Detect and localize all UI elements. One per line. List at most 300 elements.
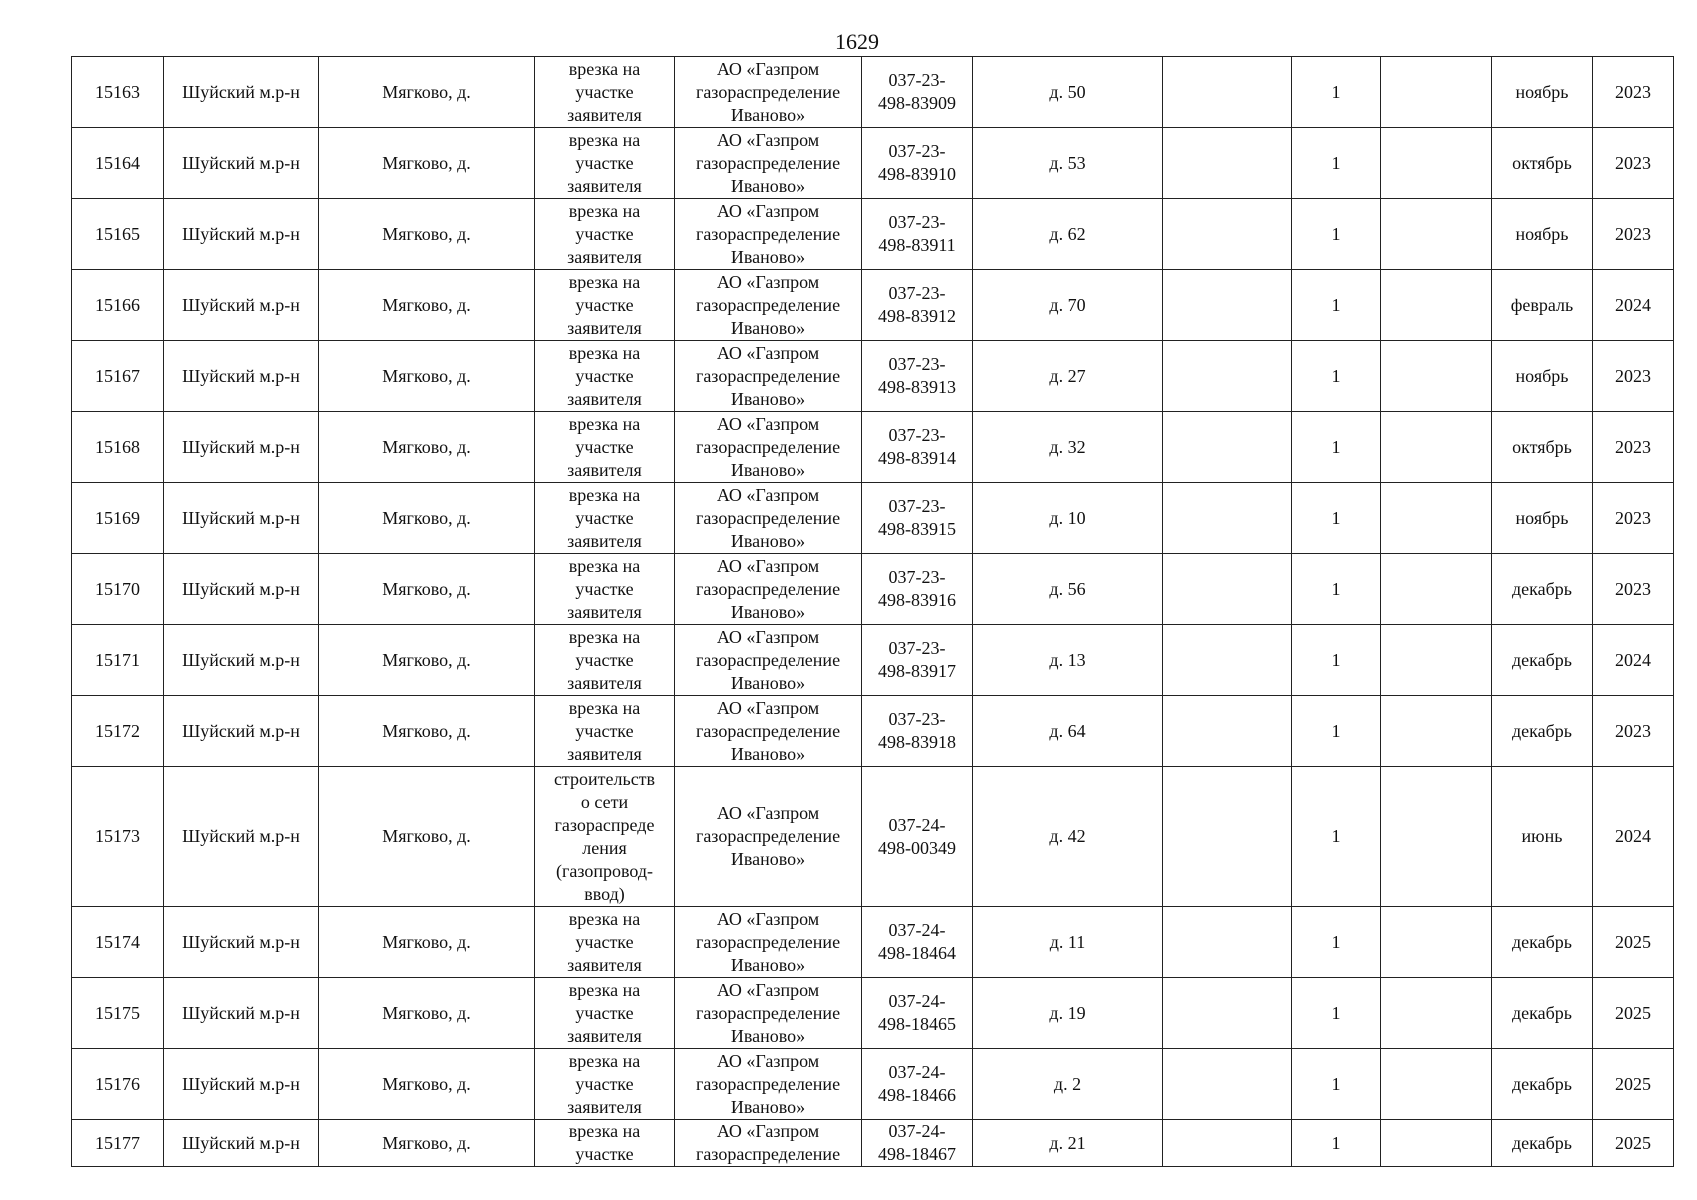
cell-house-text: д. 11	[1049, 931, 1086, 952]
cell-house-text: д. 56	[1049, 578, 1086, 599]
cell-month-text: ноябрь	[1515, 507, 1569, 528]
cell-contract-number-line: 037-23-	[888, 212, 946, 232]
cell-contract-number-line: 498-18465	[878, 1014, 956, 1034]
cell-work-type-line: участке	[575, 1073, 634, 1094]
cell-contract-number-line: 498-83914	[878, 448, 956, 468]
cell-house-text: д. 53	[1049, 152, 1086, 173]
cell-organization-line: Иваново»	[730, 743, 806, 764]
cell-house-text: д. 64	[1049, 720, 1086, 741]
cell-year-text: 2023	[1615, 365, 1651, 386]
cell-quantity	[1292, 978, 1381, 1049]
cell-number-text: 15165	[95, 223, 140, 244]
cell-house	[973, 907, 1163, 978]
cell-organization-line: газораспределение	[695, 1144, 841, 1164]
cell-number	[72, 270, 164, 341]
cell-month	[1492, 978, 1593, 1049]
cell-contract-number-line: 037-24-	[888, 920, 946, 940]
cell-organization	[675, 1049, 862, 1120]
cell-work-type-line: строительств	[553, 768, 656, 789]
cell-contract-number-line: 498-83918	[878, 732, 956, 752]
cell-quantity-text: 1	[1331, 1132, 1341, 1153]
cell-contract-number	[862, 1049, 973, 1120]
cell-house	[973, 57, 1163, 128]
cell-settlement-text: Мягково, д.	[382, 1132, 471, 1153]
cell-work-type	[535, 978, 675, 1049]
cell-settlement	[319, 341, 535, 412]
cell-organization-line: газораспределение	[695, 1002, 841, 1023]
cell-work-type-line: заявителя	[567, 1096, 642, 1117]
cell-quantity	[1292, 767, 1381, 907]
cell-settlement-text: Мягково, д.	[382, 649, 471, 670]
cell-organization-line: Иваново»	[730, 175, 806, 196]
cell-settlement-text: Мягково, д.	[382, 365, 471, 386]
cell-settlement	[319, 696, 535, 767]
cell-year-text: 2024	[1615, 649, 1651, 670]
cell-quantity	[1292, 907, 1381, 978]
cell-year	[1593, 341, 1674, 412]
cell-year	[1593, 1049, 1674, 1120]
cell-work-type-line: ввод)	[584, 883, 625, 904]
cell-organization	[675, 978, 862, 1049]
cell-work-type-line: врезка на	[568, 979, 641, 1000]
cell-contract-number-line: 498-83910	[878, 164, 956, 184]
cell-district-text: Шуйский м.р-н	[182, 931, 300, 952]
cell-empty	[1163, 412, 1292, 483]
cell-year	[1593, 128, 1674, 199]
table-row	[72, 128, 1674, 199]
cell-organization-line: АО «Газпром	[716, 555, 820, 576]
cell-year-text: 2023	[1615, 578, 1651, 599]
cell-contract-number-line: 037-23-	[888, 141, 946, 161]
cell-number	[72, 767, 164, 907]
cell-work-type	[535, 907, 675, 978]
cell-organization-line: АО «Газпром	[716, 908, 820, 929]
cell-organization-line: Иваново»	[730, 317, 806, 338]
cell-empty	[1381, 1120, 1492, 1167]
cell-house-text: д. 70	[1049, 294, 1086, 315]
cell-work-type-line: (газопровод-	[555, 860, 653, 881]
cell-settlement-text: Мягково, д.	[382, 152, 471, 173]
cell-empty	[1381, 554, 1492, 625]
cell-contract-number-line: 037-24-	[888, 1062, 946, 1082]
cell-district	[164, 57, 319, 128]
cell-month	[1492, 1120, 1593, 1167]
cell-empty	[1381, 341, 1492, 412]
cell-district-text: Шуйский м.р-н	[182, 826, 300, 846]
cell-year-text: 2023	[1615, 720, 1651, 741]
cell-work-type	[535, 412, 675, 483]
cell-contract-number-line: 498-18467	[878, 1144, 956, 1164]
cell-work-type	[535, 483, 675, 554]
cell-empty	[1163, 483, 1292, 554]
cell-work-type-line: участке	[575, 720, 634, 741]
cell-empty	[1381, 1049, 1492, 1120]
cell-district	[164, 128, 319, 199]
cell-empty	[1163, 978, 1292, 1049]
cell-work-type-line: врезка на	[568, 484, 641, 505]
cell-settlement	[319, 625, 535, 696]
cell-work-type-line: врезка на	[568, 413, 641, 434]
cell-work-type-line: участке	[575, 152, 634, 173]
cell-house-text: д. 10	[1049, 507, 1086, 528]
cell-quantity	[1292, 412, 1381, 483]
cell-number-text: 15172	[95, 720, 140, 741]
cell-contract-number-line: 037-23-	[888, 496, 946, 516]
cell-district-text: Шуйский м.р-н	[182, 223, 300, 244]
cell-quantity	[1292, 128, 1381, 199]
cell-organization-line: Иваново»	[730, 601, 806, 622]
cell-number	[72, 978, 164, 1049]
cell-work-type-line: заявителя	[567, 743, 642, 764]
cell-work-type	[535, 554, 675, 625]
cell-district-text: Шуйский м.р-н	[182, 1132, 300, 1153]
cell-house-text: д. 27	[1049, 365, 1086, 386]
cell-settlement-text: Мягково, д.	[382, 436, 471, 457]
cell-district	[164, 554, 319, 625]
cell-quantity-text: 1	[1331, 507, 1341, 528]
cell-district-text: Шуйский м.р-н	[182, 578, 300, 599]
cell-house-text: д. 2	[1053, 1073, 1082, 1094]
cell-quantity	[1292, 270, 1381, 341]
cell-quantity	[1292, 696, 1381, 767]
cell-empty	[1381, 978, 1492, 1049]
cell-month	[1492, 412, 1593, 483]
cell-number-text: 15163	[95, 81, 140, 102]
cell-year	[1593, 625, 1674, 696]
cell-district	[164, 907, 319, 978]
cell-district	[164, 625, 319, 696]
cell-empty	[1163, 270, 1292, 341]
page-number: 1629	[835, 29, 879, 54]
cell-contract-number-line: 498-18466	[878, 1085, 956, 1105]
cell-organization	[675, 767, 862, 907]
cell-quantity	[1292, 483, 1381, 554]
cell-work-type-line: заявителя	[567, 317, 642, 338]
cell-contract-number-line: 498-83913	[878, 377, 956, 397]
cell-month-text: ноябрь	[1515, 81, 1569, 102]
cell-house	[973, 1049, 1163, 1120]
cell-contract-number-line: 037-23-	[888, 425, 946, 445]
cell-organization	[675, 199, 862, 270]
cell-quantity-text: 1	[1331, 365, 1341, 386]
cell-quantity-text: 1	[1331, 436, 1341, 457]
cell-month	[1492, 1049, 1593, 1120]
cell-organization	[675, 554, 862, 625]
cell-organization-line: АО «Газпром	[716, 413, 820, 434]
cell-number-text: 15164	[95, 152, 140, 173]
cell-quantity-text: 1	[1331, 649, 1341, 670]
cell-empty	[1163, 696, 1292, 767]
cell-organization-line: Иваново»	[730, 459, 806, 480]
cell-work-type-line: ления	[582, 837, 627, 858]
cell-house	[973, 199, 1163, 270]
cell-organization-line: Иваново»	[730, 530, 806, 551]
table-row	[72, 1120, 1674, 1167]
cell-district	[164, 483, 319, 554]
cell-house	[973, 270, 1163, 341]
cell-settlement	[319, 270, 535, 341]
cell-number	[72, 554, 164, 625]
cell-quantity	[1292, 57, 1381, 128]
cell-quantity-text: 1	[1331, 578, 1341, 599]
cell-work-type-line: врезка на	[568, 908, 641, 929]
table-row	[72, 1049, 1674, 1120]
cell-year	[1593, 483, 1674, 554]
cell-year	[1593, 199, 1674, 270]
cell-number-text: 15173	[95, 826, 140, 846]
cell-contract-number	[862, 128, 973, 199]
cell-contract-number-line: 498-83912	[878, 306, 956, 326]
cell-number-text: 15176	[95, 1073, 140, 1094]
cell-year-text: 2023	[1615, 152, 1651, 173]
cell-contract-number-line: 498-83915	[878, 519, 956, 539]
cell-work-type-line: газораспреде	[554, 814, 655, 835]
cell-empty	[1163, 1120, 1292, 1167]
cell-work-type-line: заявителя	[567, 388, 642, 409]
cell-house	[973, 341, 1163, 412]
cell-number-text: 15170	[95, 578, 140, 599]
cell-organization	[675, 57, 862, 128]
cell-work-type	[535, 625, 675, 696]
cell-district-text: Шуйский м.р-н	[182, 507, 300, 528]
cell-settlement	[319, 1049, 535, 1120]
cell-contract-number	[862, 199, 973, 270]
cell-month-text: декабрь	[1512, 931, 1572, 952]
cell-month-text: декабрь	[1512, 1073, 1572, 1094]
cell-settlement-text: Мягково, д.	[382, 1002, 471, 1023]
cell-contract-number	[862, 341, 973, 412]
cell-number	[72, 907, 164, 978]
cell-number	[72, 57, 164, 128]
cell-month-text: ноябрь	[1515, 365, 1569, 386]
cell-house	[973, 625, 1163, 696]
cell-organization	[675, 483, 862, 554]
cell-organization-line: газораспределение	[695, 223, 841, 244]
cell-district	[164, 412, 319, 483]
cell-number-text: 15174	[95, 931, 140, 952]
cell-district-text: Шуйский м.р-н	[182, 81, 300, 102]
cell-organization-line: газораспределение	[695, 81, 841, 102]
cell-quantity-text: 1	[1331, 152, 1341, 173]
cell-work-type-line: врезка на	[568, 271, 641, 292]
cell-contract-number-line: 037-23-	[888, 283, 946, 303]
cell-quantity-text: 1	[1331, 294, 1341, 315]
cell-organization-line: Иваново»	[730, 104, 806, 125]
table-row	[72, 412, 1674, 483]
cell-empty	[1381, 767, 1492, 907]
cell-district-text: Шуйский м.р-н	[182, 649, 300, 670]
cell-contract-number-line: 498-83911	[878, 235, 956, 255]
cell-organization-line: газораспределение	[695, 152, 841, 173]
cell-empty	[1381, 907, 1492, 978]
cell-organization	[675, 625, 862, 696]
cell-number-text: 15168	[95, 436, 140, 457]
cell-number	[72, 696, 164, 767]
cell-organization	[675, 907, 862, 978]
cell-work-type	[535, 341, 675, 412]
cell-organization-line: АО «Газпром	[716, 342, 820, 363]
cell-empty	[1163, 1049, 1292, 1120]
cell-month	[1492, 57, 1593, 128]
cell-year	[1593, 978, 1674, 1049]
cell-organization-line: газораспределение	[695, 720, 841, 741]
cell-work-type-line: заявителя	[567, 104, 642, 125]
cell-work-type-line: участке	[575, 1002, 634, 1023]
cell-number	[72, 199, 164, 270]
cell-empty	[1381, 412, 1492, 483]
cell-organization-line: АО «Газпром	[716, 129, 820, 150]
cell-year-text: 2024	[1615, 294, 1651, 315]
cell-number-text: 15166	[95, 294, 140, 315]
cell-empty	[1163, 57, 1292, 128]
cell-district-text: Шуйский м.р-н	[182, 152, 300, 173]
cell-work-type-line: врезка на	[568, 58, 641, 79]
cell-year-text: 2023	[1615, 81, 1651, 102]
cell-organization-line: АО «Газпром	[716, 271, 820, 292]
cell-empty	[1163, 341, 1292, 412]
cell-settlement	[319, 412, 535, 483]
cell-organization	[675, 1120, 862, 1167]
cell-settlement	[319, 978, 535, 1049]
cell-house	[973, 412, 1163, 483]
cell-number	[72, 412, 164, 483]
cell-settlement	[319, 483, 535, 554]
cell-work-type	[535, 270, 675, 341]
cell-work-type-line: заявителя	[567, 530, 642, 551]
cell-year-text: 2023	[1615, 436, 1651, 457]
cell-district	[164, 1120, 319, 1167]
cell-district-text: Шуйский м.р-н	[182, 720, 300, 741]
cell-work-type-line: участке	[575, 1144, 634, 1164]
cell-district	[164, 696, 319, 767]
cell-work-type-line: о сети	[580, 791, 629, 812]
cell-contract-number	[862, 696, 973, 767]
cell-quantity	[1292, 199, 1381, 270]
cell-number	[72, 483, 164, 554]
cell-settlement	[319, 1120, 535, 1167]
cell-district	[164, 978, 319, 1049]
cell-work-type-line: врезка на	[568, 1121, 641, 1141]
cell-number-text: 15167	[95, 365, 140, 386]
cell-work-type-line: участке	[575, 223, 634, 244]
cell-work-type-line: участке	[575, 365, 634, 386]
cell-settlement-text: Мягково, д.	[382, 931, 471, 952]
cell-year-text: 2023	[1615, 223, 1651, 244]
cell-organization-line: Иваново»	[730, 672, 806, 693]
cell-work-type-line: участке	[575, 81, 634, 102]
cell-contract-number	[862, 554, 973, 625]
cell-empty	[1381, 199, 1492, 270]
cell-year	[1593, 270, 1674, 341]
cell-empty	[1163, 767, 1292, 907]
cell-month-text: декабрь	[1512, 649, 1572, 670]
cell-work-type-line: врезка на	[568, 200, 641, 221]
cell-quantity	[1292, 554, 1381, 625]
cell-work-type-line: заявителя	[567, 601, 642, 622]
cell-district	[164, 767, 319, 907]
cell-quantity	[1292, 1049, 1381, 1120]
cell-organization-line: АО «Газпром	[716, 484, 820, 505]
cell-quantity-text: 1	[1331, 931, 1341, 952]
cell-work-type	[535, 57, 675, 128]
cell-organization-line: Иваново»	[730, 1025, 806, 1046]
cell-house	[973, 1120, 1163, 1167]
cell-district	[164, 199, 319, 270]
cell-work-type-line: участке	[575, 436, 634, 457]
cell-year-text: 2025	[1615, 931, 1651, 952]
cell-organization-line: газораспределение	[695, 931, 841, 952]
cell-month-text: февраль	[1510, 294, 1574, 315]
cell-month	[1492, 341, 1593, 412]
cell-work-type-line: врезка на	[568, 129, 641, 150]
cell-contract-number-line: 037-23-	[888, 567, 946, 587]
cell-empty	[1163, 907, 1292, 978]
cell-settlement-text: Мягково, д.	[382, 1073, 471, 1094]
cell-number	[72, 1120, 164, 1167]
cell-contract-number-line: 037-24-	[888, 991, 946, 1011]
cell-organization-line: газораспределение	[695, 649, 841, 670]
cell-organization	[675, 696, 862, 767]
cell-house-text: д. 13	[1049, 649, 1086, 670]
cell-organization	[675, 412, 862, 483]
cell-month-text: декабрь	[1512, 1132, 1572, 1153]
cell-organization-line: Иваново»	[730, 849, 806, 869]
cell-month-text: декабрь	[1512, 578, 1572, 599]
cell-quantity	[1292, 625, 1381, 696]
cell-month-text: декабрь	[1512, 720, 1572, 741]
cell-district-text: Шуйский м.р-н	[182, 294, 300, 315]
cell-work-type-line: врезка на	[568, 555, 641, 576]
cell-organization-line: АО «Газпром	[716, 979, 820, 1000]
cell-organization-line: газораспределение	[695, 365, 841, 386]
cell-month	[1492, 767, 1593, 907]
cell-quantity	[1292, 341, 1381, 412]
cell-organization-line: АО «Газпром	[716, 626, 820, 647]
cell-organization-line: АО «Газпром	[716, 697, 820, 718]
cell-work-type-line: врезка на	[568, 697, 641, 718]
cell-month-text: октябрь	[1512, 152, 1572, 173]
cell-house	[973, 696, 1163, 767]
cell-work-type-line: участке	[575, 578, 634, 599]
cell-work-type	[535, 1049, 675, 1120]
table-body	[72, 57, 1674, 1167]
table-row	[72, 341, 1674, 412]
cell-year	[1593, 57, 1674, 128]
cell-settlement	[319, 767, 535, 907]
cell-year-text: 2024	[1615, 826, 1651, 846]
cell-organization-line: газораспределение	[695, 507, 841, 528]
cell-contract-number	[862, 1120, 973, 1167]
cell-organization	[675, 341, 862, 412]
cell-district	[164, 270, 319, 341]
table-row	[72, 767, 1674, 907]
cell-contract-number-line: 498-00349	[878, 837, 956, 858]
cell-settlement	[319, 199, 535, 270]
cell-contract-number-line: 498-83909	[878, 93, 956, 113]
cell-quantity-text: 1	[1331, 720, 1341, 741]
cell-month	[1492, 907, 1593, 978]
cell-contract-number-line: 037-23-	[888, 354, 946, 374]
cell-work-type	[535, 1120, 675, 1167]
cell-organization-line: газораспределение	[695, 826, 841, 846]
cell-organization-line: газораспределение	[695, 1073, 841, 1094]
cell-contract-number	[862, 483, 973, 554]
cell-year-text: 2023	[1615, 507, 1651, 528]
cell-number	[72, 341, 164, 412]
cell-month	[1492, 696, 1593, 767]
cell-number	[72, 625, 164, 696]
cell-work-type-line: заявителя	[567, 246, 642, 267]
